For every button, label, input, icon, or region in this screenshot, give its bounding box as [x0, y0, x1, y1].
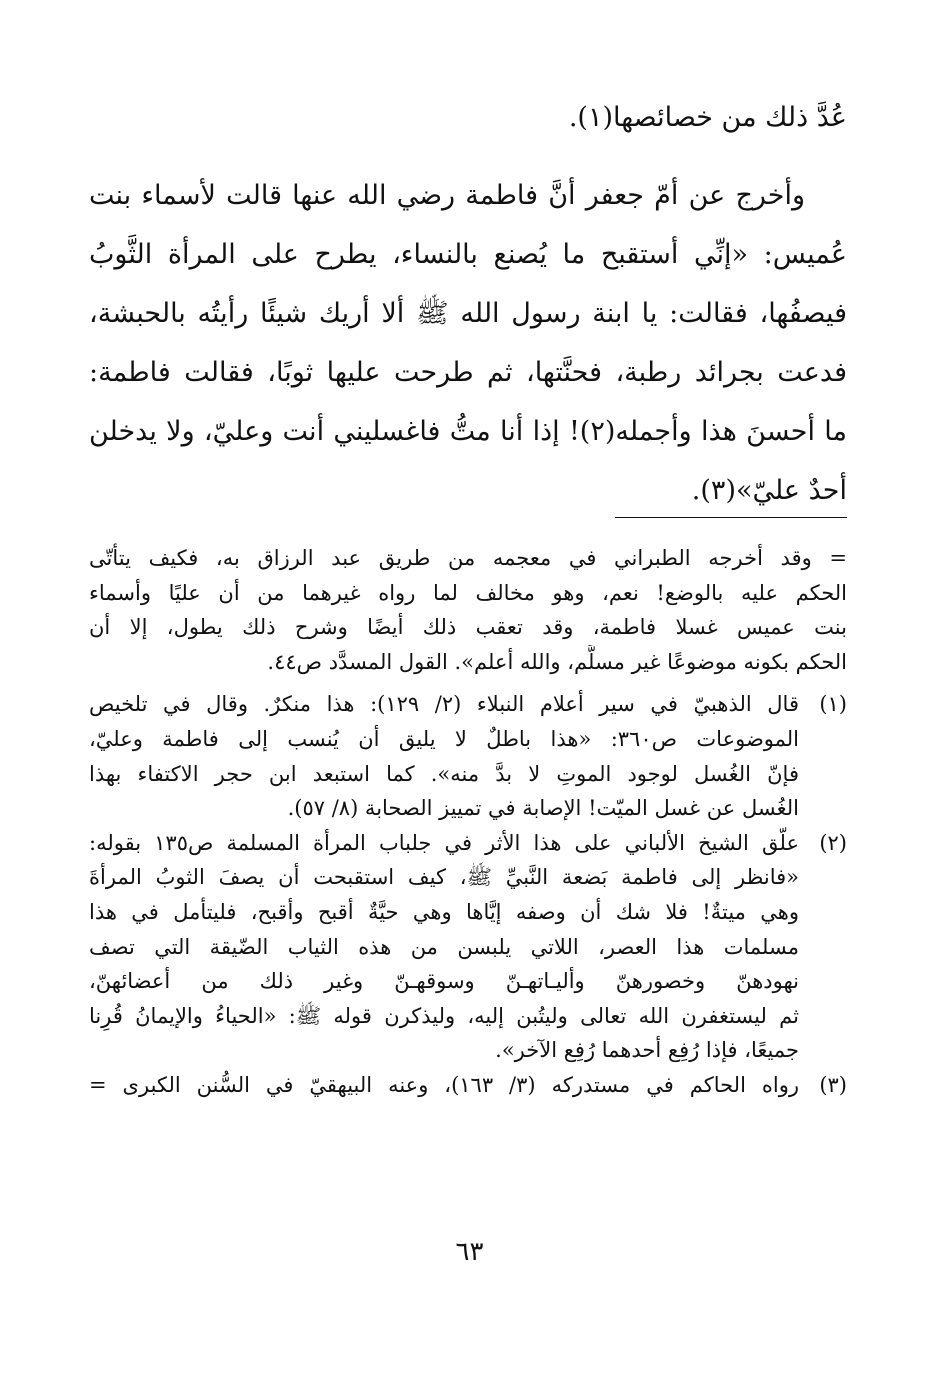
main-text-line: ما أحسنَ هذا وأجمله(٢)! إذا أنا متُّ فاغسليني أنت وعليّ، ولا يدخلن: [89, 416, 847, 447]
footnote-separator: [615, 517, 847, 518]
footnote-line: جميعًا، فإذا رُفِع أحدهما رُفِع الآخر».: [495, 1038, 799, 1063]
footnote-1: [89, 687, 847, 825]
footnote-marker: (٢): [819, 830, 847, 855]
footnote-continuation-line: بنت عميس غسلا فاطمة، وقد تعقب ذلك أيضًا وشرح ذلك يطول، إلا أن: [89, 615, 847, 640]
footnote-line: ثم ليستغفرن الله تعالى وليتُبن إليه، وليذكرن قوله ﷺ: «الحياءُ والإيمانُ قُرِنا: [89, 1003, 799, 1028]
footnote-line: [89, 687, 847, 722]
footnote-marker: (١): [819, 692, 847, 717]
main-text-line-content: وأخرج عن أمّ جعفر أنَّ فاطمة رضي الله عنها قالت لأسماء بنت: [89, 180, 805, 211]
main-text-line: فيصفُها، فقالت: يا ابنة رسول الله ﷺ ألا أريك شيئًا رأيتُه بالحبشة،: [89, 298, 847, 329]
main-text: [89, 88, 847, 520]
footnote-line-content: قال الذهبيّ في سير أعلام النبلاء (٢/ ١٢٩): هذا منكرٌ. وقال في تلخيص: [89, 692, 799, 717]
main-text-line: [89, 166, 847, 225]
footnote-line: «فانظر إلى فاطمة بَضعة النَّبيِّ ﷺ، كيف استقبحت أن يصفَ الثوبُ المرأةَ: [89, 865, 799, 890]
footnote-line: [89, 826, 847, 861]
footnotes: [89, 541, 847, 1103]
footnote-3: [89, 1068, 847, 1103]
footnote-line: فإنّ الغُسل لوجود الموتِ لا بدَّ منه». كما استبعد ابن حجر الاكتفاء بهذا: [89, 761, 799, 786]
footnote-marker: (٣): [819, 1072, 847, 1097]
footnote-2: [89, 826, 847, 1068]
footnote-continuation-line: الحكم عليه بالوضع! نعم، وهو مخالف لما رواه غيرهما من أن عليًا وأسماء: [89, 580, 847, 605]
footnote-line-content: رواه الحاكم في مستدركه (٣/ ١٦٣)، وعنه البيهقيّ في السُّنن الكبرى =: [89, 1072, 799, 1097]
footnote-line: نهودهنّ وخصورهنّ وأليـاتهـنّ وسوقهـنّ وغير ذلك من أعضائهنّ،: [89, 969, 799, 994]
footnote-line-content: علّق الشيخ الألباني على هذا الأثر في جلباب المرأة المسلمة ص١٣٥ بقوله:: [89, 830, 799, 855]
footnote-continuation-line: الحكم بكونه موضوعًا غير مسلَّم، والله أعلم». القول المسدَّد ص٤٤.: [267, 649, 847, 674]
footnote-line: الموضوعات ص٣٦٠: «هذا باطلٌ لا يليق أن يُنسب إلى فاطمة وعليّ،: [89, 726, 799, 751]
footnote-line: وهي ميتةٌ! فلا شك أن وصفه إيَّاها وهي حيَّةٌ أقبح وأقبح، فليتأمل في هذا: [89, 899, 799, 924]
footnote-continuation-line: = وقد أخرجه الطبراني في معجمه من طريق عبد الرزاق به، فكيف يتأتّى: [89, 546, 847, 570]
page-number: ٦٣: [455, 1237, 484, 1267]
paragraph-gap: [89, 147, 847, 166]
main-text-line: عُدَّ ذلك من خصائصها(١).: [568, 102, 847, 133]
main-text-line: عُميس: «إنِّي أستقبح ما يُصنع بالنساء، يطرح على المرأة الثَّوبُ: [89, 239, 847, 270]
footnote-line: الغُسل عن غسل الميّت! الإصابة في تمييز الصحابة (٨/ ٥٧).: [287, 796, 799, 821]
main-text-line: أحدٌ عليّ»(٣).: [691, 475, 847, 506]
footnote-line: [89, 1068, 847, 1103]
main-text-line: فدعت بجرائد رطبة، فحنَّتها، ثم طرحت عليها ثوبًا، فقالت فاطمة:: [89, 357, 847, 388]
footnote-line: مسلمات هذا العصر، اللاتي يلبسن من هذه الثياب الضّيقة التي تصف: [89, 934, 799, 959]
